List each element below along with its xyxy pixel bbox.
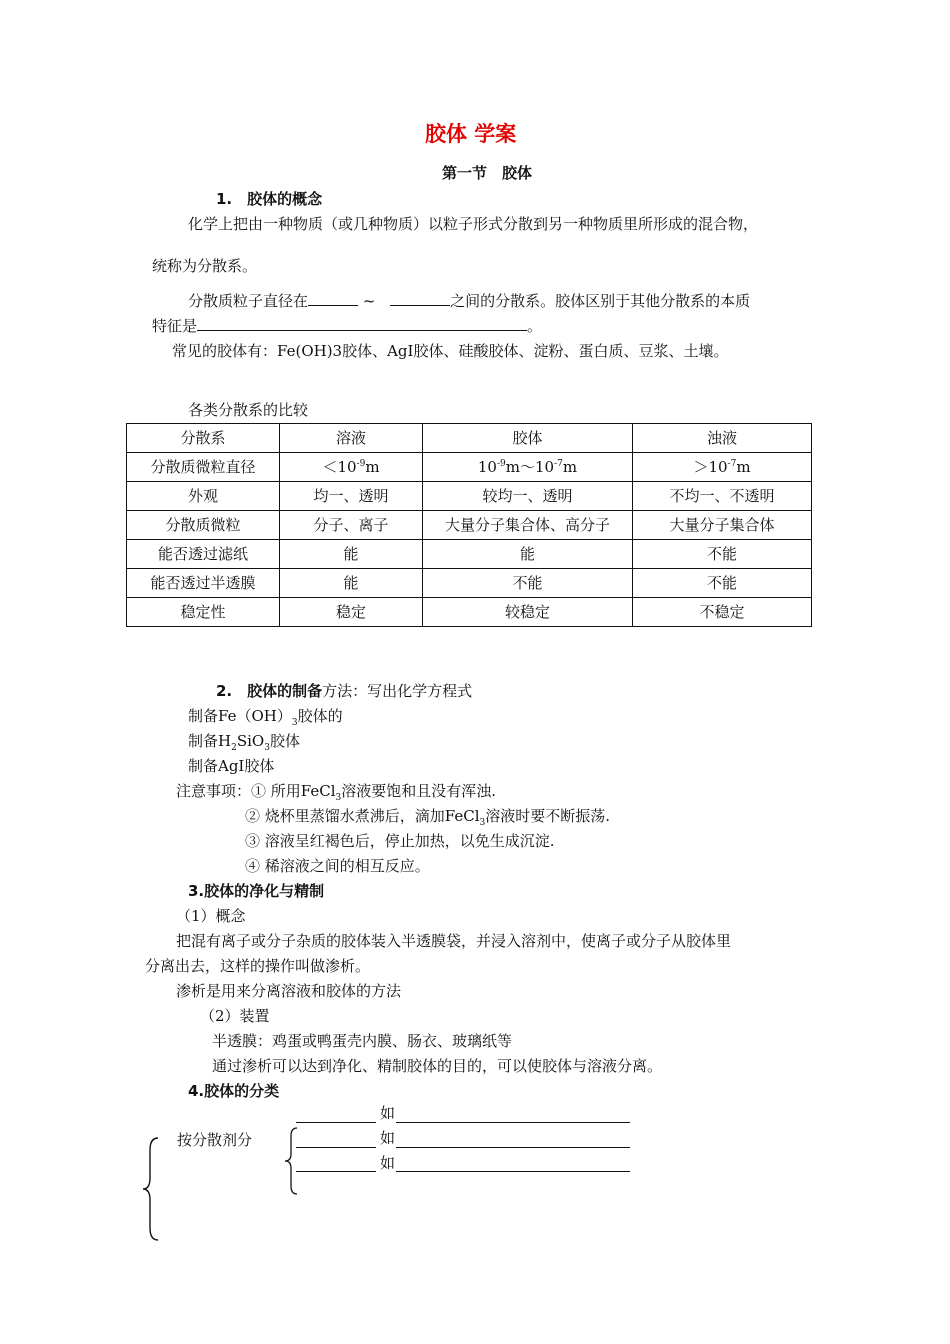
table-header-cell: 分散系	[127, 424, 280, 453]
table-row	[127, 569, 812, 598]
t: ① 所用FeCl	[251, 782, 336, 800]
notes-line3: ③ 溶液呈红褐色后，停止加热，以免生成沉淀.	[245, 832, 555, 850]
table-cell: 能	[280, 569, 423, 598]
t: ② 烧杯里蒸馏水煮沸后，滴加FeCl	[245, 807, 480, 825]
notes-line1	[176, 781, 496, 801]
t: 注意事项：	[176, 782, 252, 800]
table-cell	[280, 453, 423, 482]
table-header-row	[127, 424, 812, 453]
table-cell: 能否透过半透膜	[127, 569, 280, 598]
table-cell: 不均一、不透明	[633, 482, 812, 511]
blank-line-1b[interactable]	[396, 1122, 630, 1123]
exp: -9	[496, 459, 506, 469]
table-cell: 较稳定	[423, 598, 633, 627]
t: 制备H	[188, 732, 232, 750]
s1-para2-line1	[188, 290, 750, 311]
table-cell: 分散质微粒	[127, 511, 280, 540]
table-cell: 能否透过滤纸	[127, 540, 280, 569]
table-row	[127, 511, 812, 540]
s1-para2-end: 。	[527, 317, 543, 335]
val: m	[736, 458, 751, 476]
s1-para3: 常见的胶体有：Fe(OH)3胶体、AgI胶体、硅酸胶体、淀粉、蛋白质、豆浆、土壤。	[172, 342, 729, 360]
ru-label-2: 如	[380, 1129, 396, 1147]
s1-para2-text-a: 分散质粒子直径在	[188, 292, 309, 310]
table-cell	[423, 453, 633, 482]
s3-para1-line1: 把混有离子或分子杂质的胶体装入半透膜袋，并浸入溶剂中，使离子或分子从胶体里	[176, 932, 732, 950]
val: m～10	[505, 458, 555, 476]
table-cell: 能	[423, 540, 633, 569]
table-row	[127, 540, 812, 569]
s1-para2-text-b: 之间的分散系。胶体区别于其他分散系的本质	[450, 292, 751, 310]
table-header-cell: 溶液	[280, 424, 423, 453]
s1-heading: 1. 胶体的概念	[216, 190, 323, 208]
exp: -7	[727, 459, 737, 469]
s3-sub2: （2）装置	[200, 1007, 270, 1025]
s4-heading: 4.胶体的分类	[188, 1082, 280, 1100]
blank-line-2a[interactable]	[296, 1147, 376, 1148]
table-cell: 大量分子集合体	[633, 511, 812, 540]
blank-line-3a[interactable]	[296, 1171, 376, 1172]
comparison-table	[126, 423, 812, 627]
s3-para2: 渗析是用来分离溶液和胶体的方法	[176, 982, 402, 1000]
table-cell: 分散质微粒直径	[127, 453, 280, 482]
t: 胶体	[269, 732, 300, 750]
s3-heading: 3.胶体的净化与精制	[188, 882, 325, 900]
val: ＞10	[693, 458, 728, 476]
val: ＜10	[322, 458, 357, 476]
table-row	[127, 453, 812, 482]
t: SiO	[236, 732, 265, 750]
t: 溶液要饱和且没有浑浊.	[341, 782, 497, 800]
table-caption: 各类分散系的比较	[188, 401, 309, 419]
large-brace-icon	[140, 1136, 162, 1242]
essence-blank[interactable]	[197, 315, 527, 331]
table-cell: 外观	[127, 482, 280, 511]
table-cell: 不能	[423, 569, 633, 598]
ru-label-1: 如	[380, 1104, 396, 1122]
diameter-blank-2[interactable]	[390, 290, 450, 306]
table-cell: 分子、离子	[280, 511, 423, 540]
section-subtitle: 第一节 胶体	[442, 164, 533, 182]
small-brace-icon	[282, 1126, 300, 1196]
table-cell: 稳定	[280, 598, 423, 627]
blank-line-3b[interactable]	[396, 1171, 630, 1172]
table-cell: 大量分子集合体、高分子	[423, 511, 633, 540]
s2-heading-rest: 方法：写出化学方程式	[322, 682, 473, 700]
table-row	[127, 482, 812, 511]
sub: 3	[335, 793, 342, 803]
blank-line-1a[interactable]	[296, 1122, 376, 1123]
ru-label-3: 如	[380, 1154, 396, 1172]
sub: 3	[479, 818, 486, 828]
s2-heading	[216, 681, 472, 701]
val: m	[365, 458, 380, 476]
s3-para4: 通过渗析可以达到净化、精制胶体的目的，可以使胶体与溶液分离。	[212, 1057, 663, 1075]
table-cell: 不能	[633, 569, 812, 598]
table-cell: 不稳定	[633, 598, 812, 627]
s1-para2-line2	[152, 315, 542, 336]
val: m	[562, 458, 578, 476]
val: 10	[477, 458, 497, 476]
table-cell	[633, 453, 812, 482]
s3-para1-line2: 分离出去，这样的操作叫做渗析。	[145, 957, 371, 975]
s1-para2-text-c: 特征是	[152, 317, 198, 335]
s1-para2-tilde: ~	[362, 292, 376, 310]
table-row	[127, 598, 812, 627]
diameter-blank-1[interactable]	[308, 290, 358, 306]
sub: 3	[291, 718, 298, 728]
blank-line-2b[interactable]	[396, 1147, 630, 1148]
page-title: 胶体 学案	[425, 122, 517, 146]
exp: -7	[554, 459, 563, 469]
notes-line2	[245, 806, 610, 826]
table-cell: 不能	[633, 540, 812, 569]
s2-heading-bold: 2. 胶体的制备	[216, 682, 323, 700]
t: 制备Fe（OH）	[188, 707, 292, 725]
prep-agi: 制备AgI胶体	[188, 757, 275, 775]
table-header-cell: 浊液	[633, 424, 812, 453]
table-cell: 能	[280, 540, 423, 569]
table-header-cell: 胶体	[423, 424, 633, 453]
s3-para3: 半透膜：鸡蛋或鸭蛋壳内膜、肠衣、玻璃纸等	[212, 1032, 513, 1050]
exp: -9	[356, 459, 366, 469]
prep-fe	[188, 706, 343, 726]
prep-h2sio3	[188, 731, 300, 751]
s1-para1-line1: 化学上把由一种物质（或几种物质）以粒子形式分散到另一种物质里所形成的混合物，	[188, 215, 759, 233]
by-dispersant-label: 按分散剂分	[177, 1131, 253, 1149]
table-cell: 均一、透明	[280, 482, 423, 511]
sub: 2	[231, 743, 237, 753]
t: 胶体的	[297, 707, 343, 725]
table-cell: 稳定性	[127, 598, 280, 627]
s1-para1-line2: 统称为分散系。	[152, 257, 258, 275]
table-cell: 较均一、透明	[423, 482, 633, 511]
notes-line4: ④ 稀溶液之间的相互反应。	[245, 857, 430, 875]
sub: 3	[264, 743, 270, 753]
t: 溶液时要不断振荡.	[485, 807, 611, 825]
s3-sub1: （1）概念	[176, 907, 246, 925]
